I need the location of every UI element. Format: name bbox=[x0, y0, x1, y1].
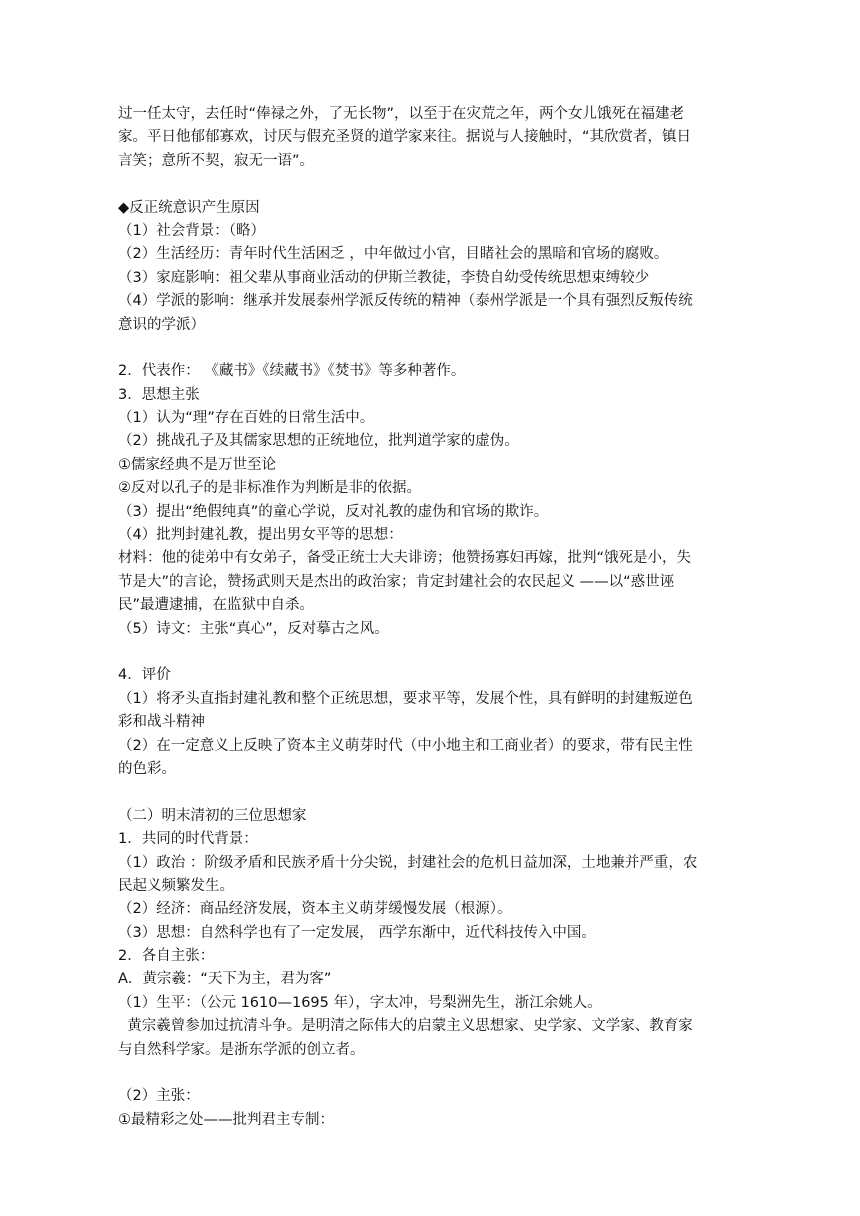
text-line: （1）生平：（公元 1610—1695 年），字太冲，号梨洲先生，浙江余姚人。 bbox=[118, 994, 602, 1011]
text-line: 家。平日他郁郁寡欢，讨厌与假充圣贤的道学家来往。据说与人接触时，“其欣赏者，镇日 bbox=[118, 129, 692, 146]
blank-line bbox=[118, 1062, 748, 1085]
section-heading: 2．代表作： 《藏书》《续藏书》《焚书》等多种著作。 bbox=[118, 363, 466, 380]
section-heading: 3．思想主张 bbox=[118, 386, 200, 403]
text-line: ①最精彩之处——批判君主专制： bbox=[118, 1111, 334, 1128]
text-line: （2）挑战孔子及其儒家思想的正统地位，批判道学家的虚伪。 bbox=[118, 433, 519, 450]
text-line: 意识的学派） bbox=[118, 316, 205, 333]
text-line: 民起义频繁发生。 bbox=[118, 877, 234, 894]
text-line: A．黄宗羲：“天下为主，君为客” bbox=[118, 971, 332, 988]
text-line: （1）政治 ：阶级矛盾和民族矛盾十分尖锐，封建社会的危机日益加深，土地兼并严重，农 bbox=[118, 854, 698, 871]
text-line: （1）社会背景：（略） bbox=[118, 222, 265, 239]
text-line: 黄宗羲曾参加过抗清斗争。是明清之际伟大的启蒙主义思想家、史学家、文学家、教育家 bbox=[118, 1018, 693, 1035]
section-heading: ◆反正统意识产生原因 bbox=[118, 199, 260, 216]
text-line: ①儒家经典不是万世至论 bbox=[118, 456, 276, 473]
text-line: 材料：他的徒弟中有女弟子，备受正统士大夫诽谤；他赞扬寡妇再嫁，批判“饿死是小，失 bbox=[118, 550, 692, 567]
blank-line bbox=[118, 173, 748, 196]
text-line: （1）将矛头直指封建礼教和整个正统思想，要求平等，发展个性，具有鲜明的封建叛逆色 bbox=[118, 690, 693, 707]
document-body bbox=[118, 103, 748, 1132]
text-line: （3）提出“绝假纯真”的童心学说，反对礼教的虚伪和官场的欺诈。 bbox=[118, 503, 549, 520]
section-heading: 1．共同的时代背景： bbox=[118, 831, 258, 848]
text-line: 过一任太守，去任时“俸禄之外，了无长物”，以至于在灾荒之年，两个女儿饿死在福建老 bbox=[118, 106, 685, 122]
text-line: 与自然科学家。是浙东学派的创立者。 bbox=[118, 1041, 365, 1058]
text-line: （3）思想：自然科学也有了一定发展， 西学东渐中，近代科技传入中国。 bbox=[118, 924, 596, 941]
text-line: 的色彩。 bbox=[118, 760, 176, 777]
text-line: （4）学派的影响：继承并发展泰州学派反传统的精神（泰州学派是一个具有强烈反叛传统 bbox=[118, 293, 693, 310]
text-line: 民”最遭逮捕，在监狱中自杀。 bbox=[118, 597, 315, 614]
text-line: （3）家庭影响：祖父辈从事商业活动的伊斯兰教徒，李贽自幼受传统思想束缚较少 bbox=[118, 269, 650, 286]
text-line: （2）经济：商品经济发展，资本主义萌芽缓慢发展（根源）。 bbox=[118, 901, 512, 918]
blank-line bbox=[118, 337, 748, 360]
section-heading: 2．各自主张： bbox=[118, 948, 215, 965]
text-line: （2）生活经历：青年时代生活困乏 ，中年做过小官，目睹社会的黑暗和官场的腐败。 bbox=[118, 246, 669, 263]
section-heading: 4．评价 bbox=[118, 667, 171, 684]
text-line: ②反对以孔子的是非标准作为判断是非的依据。 bbox=[118, 480, 421, 497]
text-line: （4）批判封建礼教，提出男女平等的思想： bbox=[118, 527, 403, 544]
text-line: （2）在一定意义上反映了资本主义萌芽时代（中小地主和工商业者）的要求，带有民主性 bbox=[118, 737, 693, 754]
text-line: 节是大”的言论，赞扬武则天是杰出的政治家；肯定封建社会的农民起义 ——以“惑世诬 bbox=[118, 573, 675, 590]
text-line: （1）认为“理”存在百姓的日常生活中。 bbox=[118, 410, 375, 427]
text-line: （2）主张： bbox=[118, 1088, 200, 1105]
blank-line bbox=[118, 781, 748, 804]
text-line: （5）诗文：主张“真心”，反对摹古之风。 bbox=[118, 620, 389, 637]
text-line: 言笑；意所不契，寂无一语”。 bbox=[118, 152, 315, 169]
text-line: 彩和战斗精神 bbox=[118, 714, 205, 731]
section-heading: （二）明末清初的三位思想家 bbox=[118, 807, 307, 824]
blank-line bbox=[118, 641, 748, 664]
